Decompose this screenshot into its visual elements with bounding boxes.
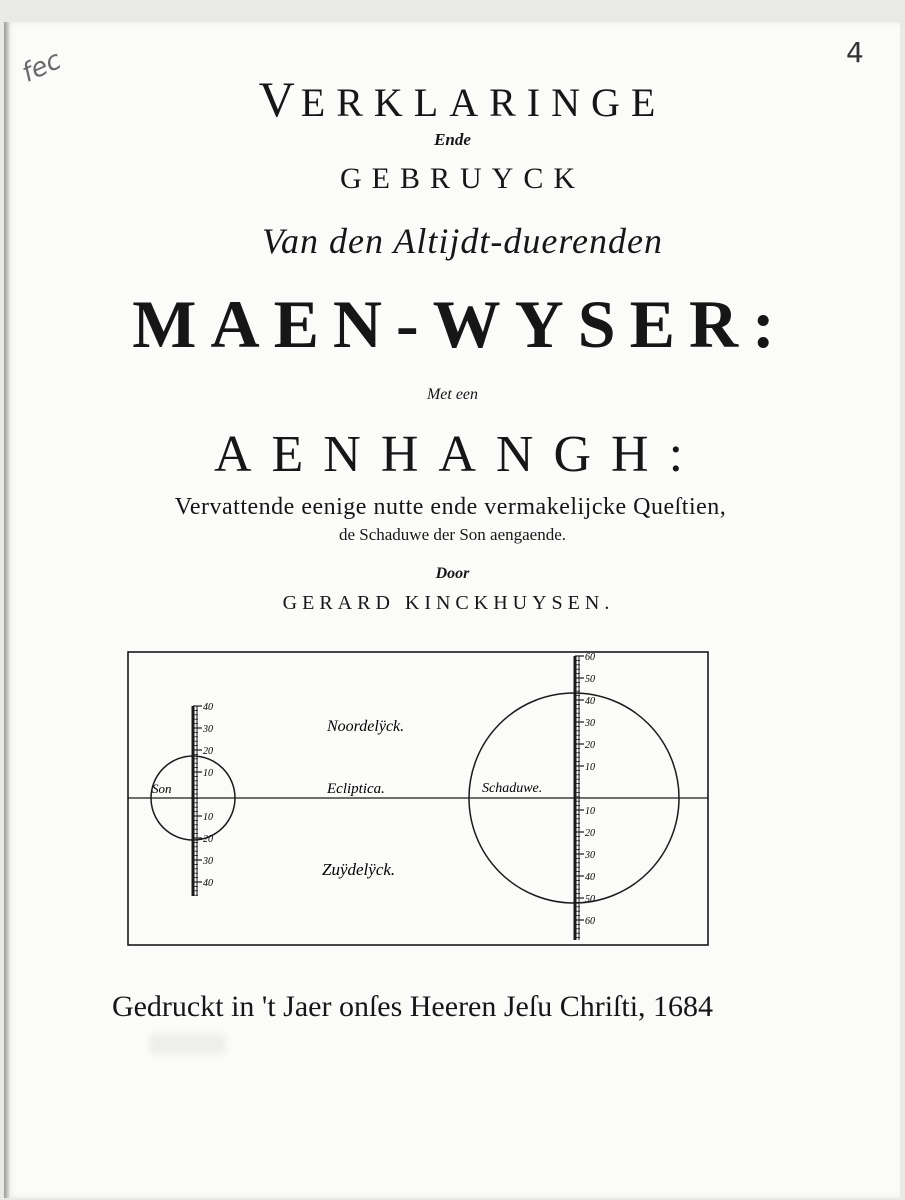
- ende-line: Ende: [434, 130, 471, 149]
- left-scale-lower-label: 40: [203, 878, 213, 889]
- right-degree-scale: [575, 652, 595, 940]
- right-scale-lower-label: 30: [585, 850, 595, 861]
- door-line: Door: [435, 565, 470, 582]
- main-title: MAEN-WYSER:: [132, 286, 789, 362]
- right-scale-lower-label: 50: [585, 894, 595, 905]
- right-scale-upper-label: 10: [585, 762, 595, 773]
- title-rest: ERKLARINGE: [300, 80, 667, 125]
- ecliptica-label: Ecliptica.: [327, 781, 385, 797]
- right-scale-lower-label: 20: [585, 828, 595, 839]
- right-scale-upper-label: 30: [585, 718, 595, 729]
- left-scale-upper-label: 40: [203, 702, 213, 713]
- met-een-line: Met een: [426, 386, 479, 403]
- son-label: Son: [152, 781, 172, 796]
- right-scale-lower-label: 10: [585, 806, 595, 817]
- author-name: GERARD KINCKHUYSEN.: [282, 592, 615, 614]
- right-scale-lower-label: 40: [585, 872, 595, 883]
- left-degree-scale: [193, 702, 213, 896]
- zuydelyck-label: Zuÿdelÿck.: [322, 860, 396, 879]
- margin-handwritten-note: fec: [17, 45, 66, 89]
- schaduwe-label: Schaduwe.: [482, 781, 543, 796]
- subtitle-line: Van den Altijdt-duerenden: [262, 221, 663, 261]
- left-scale-upper-label: 10: [203, 768, 213, 779]
- folio-number: 4: [846, 36, 864, 69]
- right-scale-upper-label: 60: [585, 652, 595, 663]
- description-line-1: Vervattende eenige nutte ende vermakelijcke Queſtien,: [174, 494, 727, 520]
- left-scale-lower-label: 10: [203, 812, 213, 823]
- imprint-line: Gedruckt in 't Jaer onſes Heeren Jeſu Chriſti, 1684: [111, 990, 714, 1023]
- faint-stamp-smudge: [150, 1034, 225, 1054]
- noordelyck-label: Noordelÿck.: [327, 718, 405, 735]
- right-scale-upper-label: 40: [585, 696, 595, 707]
- right-scale-lower-label: 60: [585, 916, 595, 927]
- right-scale-upper-label: 50: [585, 674, 595, 685]
- description-line-2: de Schaduwe der Son aengaende.: [338, 525, 567, 544]
- gebruyck-line: GEBRUYCK: [339, 162, 585, 195]
- aenhangh-heading: AENHANGH:: [213, 426, 704, 483]
- title-initial: V: [258, 71, 301, 127]
- right-scale-upper-label: 20: [585, 740, 595, 751]
- left-scale-upper-label: 20: [203, 746, 213, 757]
- left-scale-upper-label: 30: [203, 724, 213, 735]
- left-scale-lower-label: 20: [203, 834, 213, 845]
- left-scale-lower-label: 30: [203, 856, 213, 867]
